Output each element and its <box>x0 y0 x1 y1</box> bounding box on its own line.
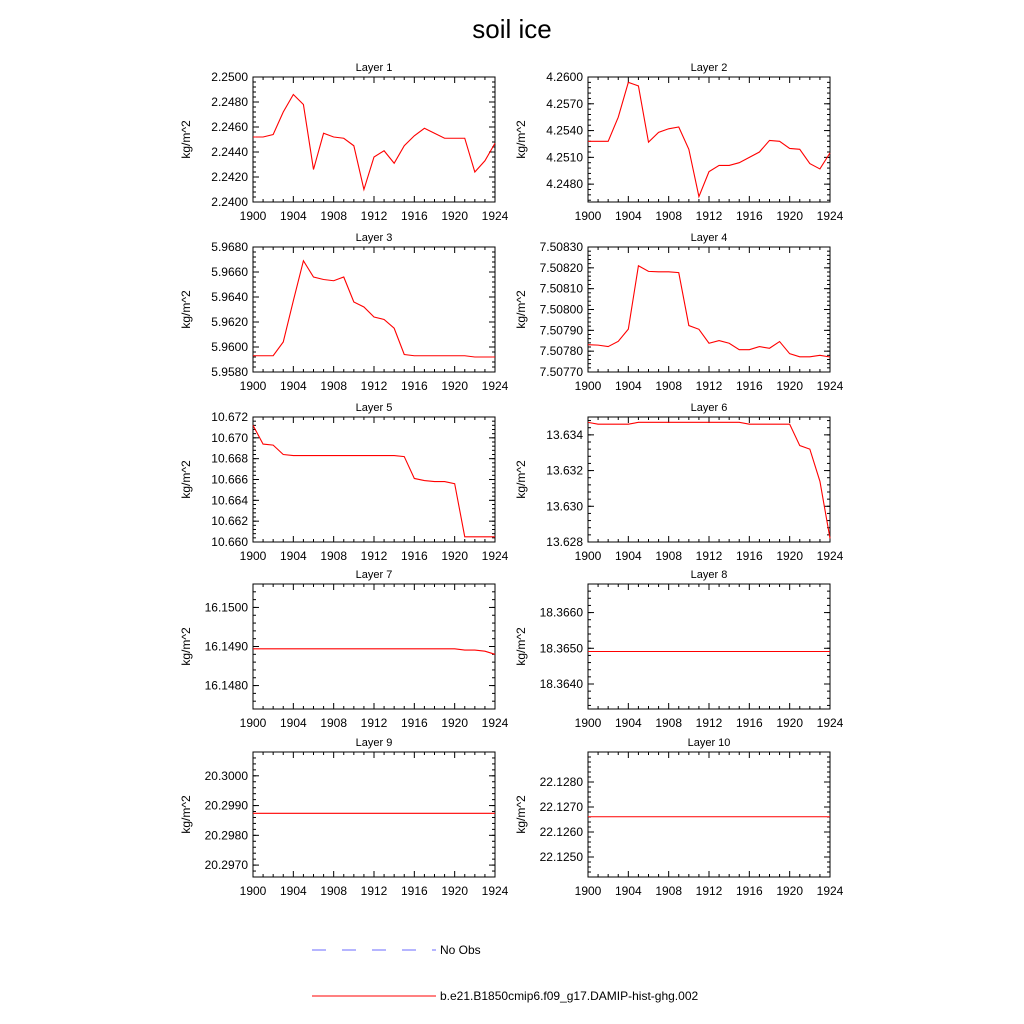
plot-frame <box>588 584 830 709</box>
x-tick-label: 1904 <box>279 379 307 393</box>
x-tick-label: 1904 <box>614 884 642 898</box>
y-axis-label: kg/m^2 <box>179 795 193 834</box>
y-tick-label: 13.628 <box>546 535 583 549</box>
y-tick-label: 2.2400 <box>211 195 248 209</box>
y-tick-label: 4.2510 <box>546 150 583 165</box>
y-tick-label: 5.9580 <box>211 365 248 379</box>
y-tick-label: 18.3660 <box>539 605 583 620</box>
x-tick-label: 1908 <box>320 716 348 730</box>
x-tick-label: 1916 <box>400 716 428 730</box>
series-line <box>588 266 830 357</box>
x-tick-label: 1920 <box>776 716 804 730</box>
y-tick-label: 4.2600 <box>546 70 583 84</box>
y-axis-label: kg/m^2 <box>514 795 528 834</box>
x-tick-label: 1924 <box>481 209 509 223</box>
x-tick-label: 1900 <box>574 549 602 563</box>
x-tick-label: 1924 <box>816 884 844 898</box>
y-tick-label: 10.672 <box>211 410 248 424</box>
layer-panel-10 <box>514 737 844 898</box>
x-tick-label: 1916 <box>735 884 763 898</box>
y-tick-label: 22.1280 <box>539 775 583 789</box>
x-tick-label: 1916 <box>400 884 428 898</box>
y-tick-label: 7.50770 <box>539 365 583 379</box>
y-tick-label: 5.9640 <box>211 290 248 304</box>
y-tick-label: 16.1490 <box>204 639 248 654</box>
x-tick-label: 1912 <box>360 209 388 223</box>
y-tick-label: 2.2440 <box>211 145 248 159</box>
layer-panel-1 <box>179 62 509 223</box>
y-tick-label: 20.3000 <box>204 768 248 783</box>
y-axis-label: kg/m^2 <box>179 460 193 499</box>
y-tick-label: 10.670 <box>211 430 248 445</box>
series-line <box>253 649 495 654</box>
y-tick-label: 10.664 <box>211 493 248 508</box>
series-line <box>253 95 495 190</box>
y-axis-label: kg/m^2 <box>179 120 193 159</box>
x-tick-label: 1912 <box>695 884 723 898</box>
y-tick-label: 7.50810 <box>539 281 583 296</box>
y-tick-label: 16.1480 <box>204 678 248 693</box>
y-tick-label: 4.2480 <box>546 177 583 192</box>
plot-frame <box>253 77 495 202</box>
y-tick-label: 13.632 <box>546 463 583 478</box>
x-tick-label: 1924 <box>816 549 844 563</box>
y-tick-label: 22.1250 <box>539 850 583 864</box>
series-line <box>588 422 830 538</box>
x-tick-label: 1924 <box>481 884 509 898</box>
x-tick-label: 1900 <box>574 379 602 393</box>
x-tick-label: 1912 <box>695 716 723 730</box>
legend-label-2: b.e21.B1850cmip6.f09_g17.DAMIP-hist-ghg.002 <box>440 989 699 1003</box>
x-tick-label: 1912 <box>695 549 723 563</box>
y-tick-label: 7.50790 <box>539 323 583 338</box>
x-tick-label: 1900 <box>574 716 602 730</box>
y-axis-label: kg/m^2 <box>179 627 193 666</box>
x-tick-label: 1912 <box>695 379 723 393</box>
y-tick-label: 5.9660 <box>211 265 248 279</box>
y-tick-label: 10.660 <box>211 535 248 549</box>
y-tick-label: 18.3640 <box>539 677 583 691</box>
panel-title: Layer 8 <box>690 569 728 581</box>
x-tick-label: 1912 <box>360 549 388 563</box>
y-tick-label: 20.2980 <box>204 828 248 843</box>
layer-panel-3 <box>179 232 509 393</box>
x-tick-label: 1908 <box>320 379 348 393</box>
figure-title: soil ice <box>472 14 552 44</box>
x-tick-label: 1904 <box>279 884 307 898</box>
x-tick-label: 1920 <box>776 209 804 223</box>
x-tick-label: 1908 <box>320 209 348 223</box>
x-tick-label: 1912 <box>360 716 388 730</box>
x-tick-label: 1908 <box>655 549 683 563</box>
x-tick-label: 1908 <box>655 716 683 730</box>
x-tick-label: 1916 <box>735 549 763 563</box>
panel-title: Layer 3 <box>355 232 393 244</box>
series-line <box>588 82 830 196</box>
x-tick-label: 1920 <box>441 209 469 223</box>
y-tick-label: 7.50820 <box>539 260 583 275</box>
y-tick-label: 2.2500 <box>211 70 248 84</box>
x-tick-label: 1908 <box>320 884 348 898</box>
panel-title: Layer 1 <box>355 62 393 74</box>
plot-frame <box>588 752 830 877</box>
y-tick-label: 20.2970 <box>204 858 248 873</box>
x-tick-label: 1924 <box>481 716 509 730</box>
y-axis-label: kg/m^2 <box>514 627 528 666</box>
x-tick-label: 1920 <box>441 884 469 898</box>
y-tick-label: 20.2990 <box>204 798 248 813</box>
x-tick-label: 1916 <box>400 549 428 563</box>
x-tick-label: 1900 <box>239 549 267 563</box>
x-tick-label: 1900 <box>239 716 267 730</box>
y-tick-label: 7.50830 <box>539 240 583 254</box>
x-tick-label: 1916 <box>400 379 428 393</box>
x-tick-label: 1904 <box>279 209 307 223</box>
panel-title: Layer 5 <box>355 402 393 414</box>
x-tick-label: 1912 <box>360 379 388 393</box>
x-tick-label: 1924 <box>816 379 844 393</box>
series-line <box>253 261 495 357</box>
y-tick-label: 7.50780 <box>539 344 583 359</box>
panel-title: Layer 9 <box>355 737 393 749</box>
plot-frame <box>253 584 495 709</box>
layer-panel-8 <box>514 569 844 730</box>
x-tick-label: 1920 <box>776 549 804 563</box>
layer-panel-4 <box>514 232 844 393</box>
plot-frame <box>253 247 495 372</box>
y-tick-label: 4.2540 <box>546 123 583 138</box>
x-tick-label: 1924 <box>481 549 509 563</box>
x-tick-label: 1908 <box>320 549 348 563</box>
x-tick-label: 1920 <box>441 549 469 563</box>
x-tick-label: 1916 <box>735 209 763 223</box>
x-tick-label: 1900 <box>239 884 267 898</box>
x-tick-label: 1916 <box>400 209 428 223</box>
x-tick-label: 1904 <box>614 716 642 730</box>
legend <box>312 943 698 1003</box>
plot-frame <box>253 752 495 877</box>
x-tick-label: 1908 <box>655 209 683 223</box>
plot-frame <box>588 247 830 372</box>
x-tick-label: 1920 <box>441 379 469 393</box>
y-tick-label: 13.634 <box>546 427 583 442</box>
layer-panel-5 <box>179 402 509 563</box>
y-tick-label: 10.666 <box>211 472 248 487</box>
y-tick-label: 10.668 <box>211 451 248 466</box>
x-tick-label: 1904 <box>279 716 307 730</box>
x-tick-label: 1904 <box>614 549 642 563</box>
x-tick-label: 1900 <box>574 884 602 898</box>
y-tick-label: 18.3650 <box>539 641 583 656</box>
y-tick-label: 5.9620 <box>211 315 248 329</box>
panel-title: Layer 10 <box>687 737 731 749</box>
x-tick-label: 1908 <box>655 884 683 898</box>
y-tick-label: 2.2420 <box>211 170 248 184</box>
panel-title: Layer 6 <box>690 402 728 414</box>
x-tick-label: 1924 <box>816 209 844 223</box>
y-tick-label: 4.2570 <box>546 96 583 111</box>
layer-panel-9 <box>179 737 509 898</box>
y-tick-label: 22.1270 <box>539 800 583 814</box>
y-tick-label: 22.1260 <box>539 825 583 839</box>
x-tick-label: 1904 <box>614 379 642 393</box>
y-tick-label: 10.662 <box>211 514 248 529</box>
x-tick-label: 1900 <box>239 209 267 223</box>
x-tick-label: 1908 <box>655 379 683 393</box>
y-axis-label: kg/m^2 <box>179 290 193 329</box>
y-tick-label: 7.50800 <box>539 302 583 317</box>
y-tick-label: 2.2460 <box>211 120 248 134</box>
x-tick-label: 1904 <box>614 209 642 223</box>
panel-title: Layer 2 <box>690 62 728 74</box>
plot-frame <box>588 417 830 542</box>
x-tick-label: 1920 <box>776 379 804 393</box>
y-tick-label: 5.9680 <box>211 240 248 254</box>
y-axis-label: kg/m^2 <box>514 120 528 159</box>
y-tick-label: 5.9600 <box>211 340 248 354</box>
legend-label-1: No Obs <box>440 943 481 957</box>
panel-title: Layer 7 <box>355 569 393 581</box>
x-tick-label: 1920 <box>776 884 804 898</box>
x-tick-label: 1916 <box>735 716 763 730</box>
x-tick-label: 1900 <box>239 379 267 393</box>
panel-title: Layer 4 <box>690 232 728 244</box>
series-line <box>253 425 495 536</box>
layer-panel-7 <box>179 569 509 730</box>
x-tick-label: 1912 <box>695 209 723 223</box>
y-tick-label: 13.630 <box>546 499 583 514</box>
y-axis-label: kg/m^2 <box>514 290 528 329</box>
layer-panel-6 <box>514 402 844 563</box>
x-tick-label: 1920 <box>441 716 469 730</box>
y-tick-label: 16.1500 <box>204 600 248 615</box>
x-tick-label: 1924 <box>481 379 509 393</box>
x-tick-label: 1904 <box>279 549 307 563</box>
plot-frame <box>253 417 495 542</box>
y-axis-label: kg/m^2 <box>514 460 528 499</box>
x-tick-label: 1916 <box>735 379 763 393</box>
y-tick-label: 2.2480 <box>211 95 248 109</box>
layer-panel-2 <box>514 62 844 223</box>
x-tick-label: 1900 <box>574 209 602 223</box>
x-tick-label: 1924 <box>816 716 844 730</box>
x-tick-label: 1912 <box>360 884 388 898</box>
